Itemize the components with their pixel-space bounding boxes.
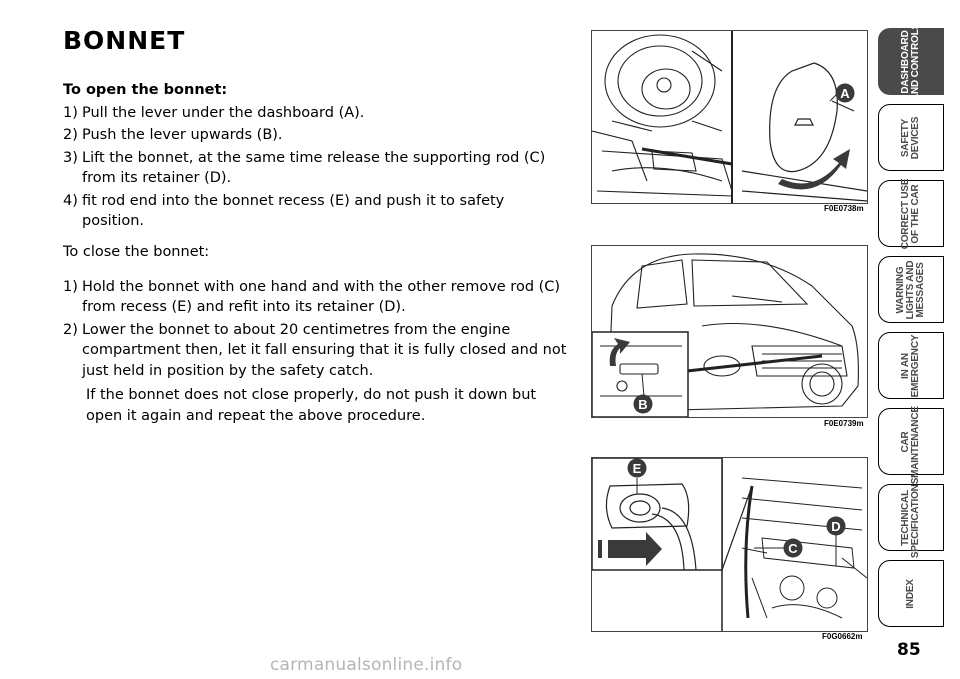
open-step — [63, 148, 568, 189]
engine-illustration — [592, 458, 867, 631]
tab-warning-lights[interactable] — [878, 256, 944, 323]
callout-letter: B — [638, 397, 648, 412]
step-text: Lower the bonnet to about 20 centimetres from the engine compartment then, let it fall ensuring that it is fully closed and not just held in position by the safety catch. — [82, 321, 567, 379]
tab-label: INDEX — [905, 578, 916, 609]
tab-label: WARNING LIGHTS AND MESSAGES — [895, 260, 926, 319]
step-number: 1) — [63, 104, 78, 121]
page-number: 85 — [897, 640, 921, 660]
tab-label: CAR MAINTENANCE — [900, 405, 921, 478]
tab-index[interactable] — [878, 560, 944, 627]
tab-label: DASHBOARD AND CONTROLS — [900, 22, 921, 101]
close-step — [63, 277, 568, 318]
step-number: 1) — [63, 278, 78, 295]
callout-letter: D — [831, 519, 841, 534]
step-text: Lift the bonnet, at the same time release the supporting rod (C) from its retainer (D). — [82, 149, 546, 186]
tab-label: SAFETY DEVICES — [900, 116, 921, 159]
figure-engine-bay — [591, 457, 868, 632]
step-text: Hold the bonnet with one hand and with the other remove rod (C) from recess (E) and refit into its retainer (D). — [82, 278, 561, 315]
tab-in-an-emergency[interactable] — [878, 332, 944, 399]
callout-letter: E — [632, 461, 642, 476]
watermark: carmanualsonline.info — [270, 655, 463, 675]
body-text — [63, 80, 568, 426]
figure-caption: F0G0662m — [822, 632, 863, 641]
step-text: fit rod end into the bonnet recess (E) and push it to safety position. — [82, 192, 505, 229]
step-number: 2) — [63, 321, 78, 338]
tab-label: CORRECT USE OF THE CAR — [900, 178, 921, 249]
car-illustration — [592, 246, 867, 417]
callout-letter: A — [840, 86, 850, 101]
open-step — [63, 125, 568, 146]
close-note: If the bonnet does not close properly, do not push it down but open it again and repeat the above procedure. — [86, 387, 537, 424]
figure-dashboard-lever — [591, 30, 868, 204]
tab-dashboard-and-controls[interactable] — [878, 22, 944, 101]
step-text: Pull the lever under the dashboard (A). — [82, 104, 365, 121]
close-heading: To close the bonnet: — [63, 243, 210, 260]
step-text: Push the lever upwards (B). — [82, 127, 283, 143]
tab-label: IN AN EMERGENCY — [900, 334, 921, 397]
close-steps — [63, 277, 568, 382]
figure-caption: F0E0739m — [824, 419, 864, 428]
open-steps — [63, 103, 568, 232]
step-number: 3) — [63, 149, 78, 166]
figure-caption: F0E0738m — [824, 204, 864, 213]
tab-correct-use[interactable] — [878, 180, 944, 247]
tab-technical-specifications[interactable] — [878, 477, 944, 558]
dashboard-illustration — [592, 31, 867, 203]
step-number: 2) — [63, 127, 78, 143]
figure-car-front — [591, 245, 868, 418]
close-step — [63, 320, 568, 382]
step-number: 4) — [63, 192, 78, 209]
open-step — [63, 103, 568, 124]
tab-car-maintenance[interactable] — [878, 405, 944, 478]
callout-letter: C — [788, 541, 798, 556]
open-step — [63, 191, 568, 232]
open-heading: To open the bonnet: — [63, 82, 228, 98]
page-title: BONNET — [63, 26, 186, 55]
tab-safety-devices[interactable] — [878, 104, 944, 171]
tab-label: TECHNICAL SPECIFICATIONS — [900, 477, 921, 558]
